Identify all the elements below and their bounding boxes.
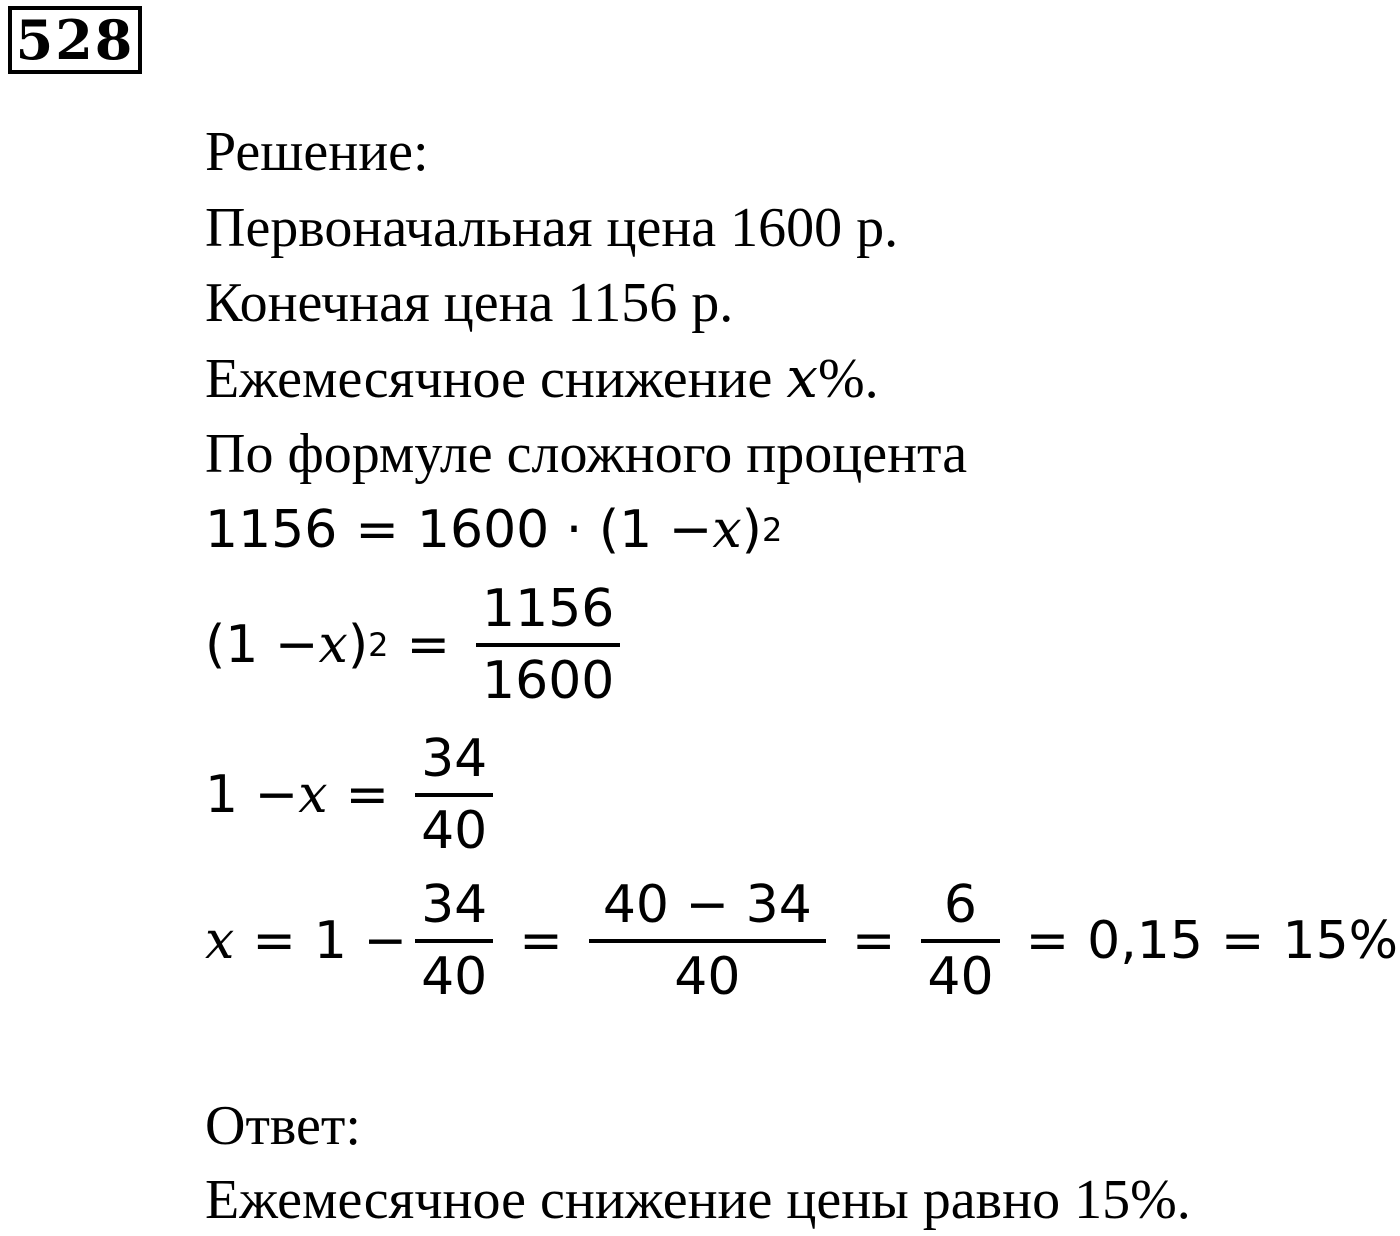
eq3-equals: = bbox=[345, 765, 390, 825]
eq4-f2-denominator: 40 bbox=[674, 947, 741, 1007]
eq3-numerator: 34 bbox=[421, 729, 488, 789]
eq3-denominator: 40 bbox=[421, 801, 488, 861]
eq4-percent: 15% bbox=[1282, 911, 1399, 971]
equation-1 bbox=[205, 498, 782, 562]
variable-x: x bbox=[786, 346, 818, 411]
eq4-one-minus: 1 − bbox=[313, 911, 408, 971]
eq2-numerator: 1156 bbox=[482, 579, 615, 639]
eq4-f1-denominator: 40 bbox=[421, 947, 488, 1007]
eq3-fraction bbox=[415, 725, 493, 865]
eq2-denominator: 1600 bbox=[482, 651, 615, 711]
solution-label: Решение: bbox=[205, 121, 429, 183]
eq4-equals-2: = bbox=[519, 911, 563, 971]
eq1-var: x bbox=[712, 500, 742, 560]
eq3-lhs-a: 1 − bbox=[205, 765, 299, 825]
eq4-equals-5: = bbox=[1220, 911, 1265, 971]
eq4-equals-4: = bbox=[1025, 911, 1070, 971]
eq4-decimal: 0,15 bbox=[1087, 911, 1203, 971]
eq4-fraction-2 bbox=[589, 871, 826, 1011]
eq4-equals-3: = bbox=[851, 911, 896, 971]
eq4-fraction-1 bbox=[415, 871, 493, 1011]
eq4-f1-numerator: 34 bbox=[421, 875, 488, 935]
eq2-lhs-b: ) bbox=[347, 615, 369, 675]
problem-number: 528 bbox=[8, 6, 142, 74]
eq4-fraction-3 bbox=[921, 871, 999, 1011]
equation-4 bbox=[205, 870, 1398, 1012]
monthly-decrease-line bbox=[205, 347, 879, 411]
formula-intro-line: По формуле сложного процента bbox=[205, 423, 968, 485]
monthly-decrease-suffix: %. bbox=[817, 348, 879, 410]
initial-price-line: Первоначальная цена 1600 р. bbox=[205, 197, 899, 259]
equation-3 bbox=[205, 724, 501, 866]
eq1-lhs: 1156 bbox=[205, 500, 338, 560]
eq1-equals: = bbox=[355, 500, 399, 560]
answer-text: Ежемесячное снижение цены равно 15%. bbox=[205, 1169, 1191, 1231]
eq1-rhs-b: ) bbox=[741, 500, 762, 560]
eq2-var: x bbox=[318, 615, 348, 675]
eq4-f3-denominator: 40 bbox=[927, 947, 994, 1007]
monthly-decrease-prefix: Ежемесячное снижение bbox=[205, 348, 787, 410]
eq2-exponent: 2 bbox=[368, 626, 389, 664]
eq4-var: x bbox=[205, 911, 235, 971]
eq2-fraction bbox=[476, 575, 620, 715]
final-price-line: Конечная цена 1156 р. bbox=[205, 272, 734, 334]
eq1-rhs-a: 1600 · (1 − bbox=[416, 500, 713, 560]
eq2-equals: = bbox=[406, 615, 451, 675]
eq4-f2-numerator: 40 − 34 bbox=[602, 875, 812, 935]
eq4-equals-1: = bbox=[252, 911, 296, 971]
equation-2 bbox=[205, 574, 628, 716]
answer-label: Ответ: bbox=[205, 1095, 361, 1157]
eq3-var: x bbox=[298, 765, 328, 825]
eq2-lhs-a: (1 − bbox=[205, 615, 319, 675]
eq4-f3-numerator: 6 bbox=[943, 875, 978, 935]
eq1-exponent: 2 bbox=[761, 511, 783, 549]
